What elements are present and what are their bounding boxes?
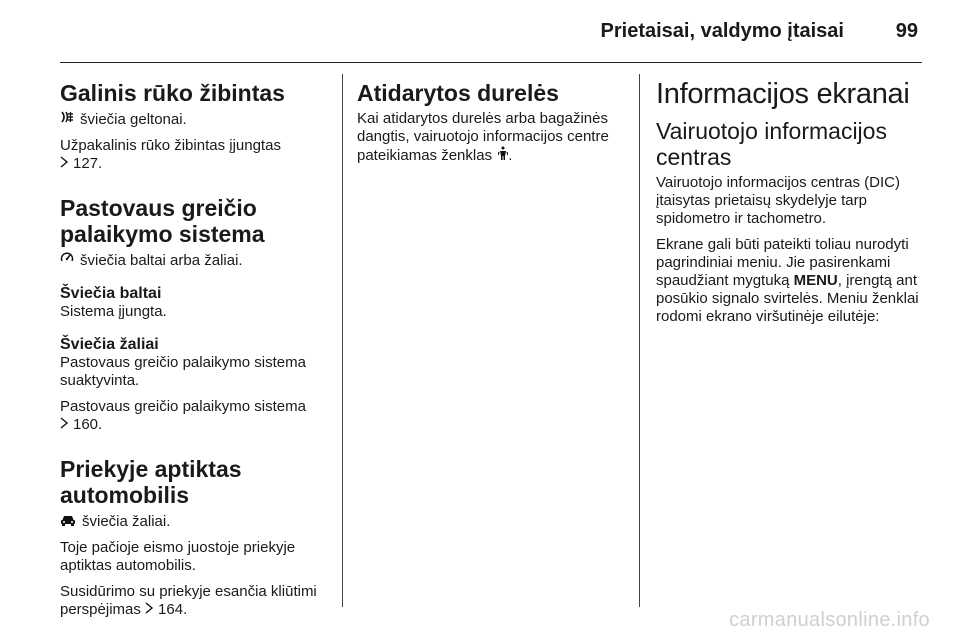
text: Ekrane gali būti pateikti toliau nurodyti pagrindiniai meniu. Jie pasirenkami spaudžiant mygtuką xyxy=(656,236,909,289)
section-title: Galinis rūko žibintas xyxy=(60,80,285,106)
vehicle-ahead-icon xyxy=(60,512,76,530)
subsection-title: Šviečia baltai xyxy=(60,285,162,302)
section-title: Priekyje aptiktas automobilis xyxy=(60,456,242,508)
text: šviečia geltonai. xyxy=(80,111,187,128)
text: Kai atidarytos durelės arba bagažinės dangtis, vairuotojo informacijos centre pateikiamas ženklas xyxy=(357,110,609,164)
page-ref: 164. xyxy=(158,601,188,618)
paragraph xyxy=(60,251,332,270)
page-ref: 160. xyxy=(73,416,103,433)
column-3 xyxy=(656,74,926,334)
text: Pastovaus greičio palaikymo sistema xyxy=(60,398,306,415)
paragraph xyxy=(60,137,332,173)
page-header xyxy=(60,0,922,63)
header-title: Prietaisai, valdymo įtaisai xyxy=(600,20,844,42)
text: Susidūrimo su priekyje esančia kliūtimi perspėjimas xyxy=(60,583,317,618)
ref-arrow-icon xyxy=(145,601,154,619)
page-ref: 127. xyxy=(73,155,103,172)
paragraph xyxy=(60,512,332,531)
paragraph: Toje pačioje eismo juostoje priekyje aptiktas automobilis. xyxy=(60,539,296,574)
column-1 xyxy=(60,74,332,619)
subsection-title: Šviečia žaliai xyxy=(60,336,159,353)
paragraph xyxy=(60,398,332,434)
paragraph xyxy=(656,236,926,326)
page-number: 99 xyxy=(895,20,918,42)
section-title: Vairuotojo informacijos centras xyxy=(656,118,887,170)
text: šviečia baltai arba žaliai. xyxy=(80,252,243,269)
paragraph xyxy=(357,110,629,165)
column-divider xyxy=(342,74,343,607)
section-title: Pastovaus greičio palaikymo sistema xyxy=(60,195,265,247)
text: Užpakalinis rūko žibintas įjungtas xyxy=(60,137,281,154)
paragraph: Pastovaus greičio palaikymo sistema suaktyvinta. xyxy=(60,354,306,389)
door-open-icon xyxy=(498,146,508,164)
text: šviečia žaliai. xyxy=(82,513,171,530)
section-title: Atidarytos durelės xyxy=(357,80,559,106)
cruise-control-icon xyxy=(60,251,74,269)
chapter-title: Informacijos ekranai xyxy=(656,78,910,110)
paragraph xyxy=(60,110,332,129)
text: , įrengtą ant posūkio signalo svirtelės. Meniu ženklai rodomi ekrano viršutinėje eilutėje: xyxy=(656,272,919,325)
paragraph: Sistema įjungta. xyxy=(60,303,167,320)
paragraph xyxy=(60,583,332,619)
text: . xyxy=(508,147,513,164)
menu-button-label: MENU xyxy=(793,272,838,289)
column-2 xyxy=(357,74,629,173)
ref-arrow-icon xyxy=(60,416,69,434)
paragraph: Vairuotojo informacijos centras (DIC) įtaisytas prietaisų skydelyje tarp spidometro ir tachometro. xyxy=(656,174,900,227)
column-divider xyxy=(639,74,640,607)
watermark: carmanualsonline.info xyxy=(729,609,930,631)
rear-fog-light-icon xyxy=(60,110,74,128)
ref-arrow-icon xyxy=(60,155,69,173)
